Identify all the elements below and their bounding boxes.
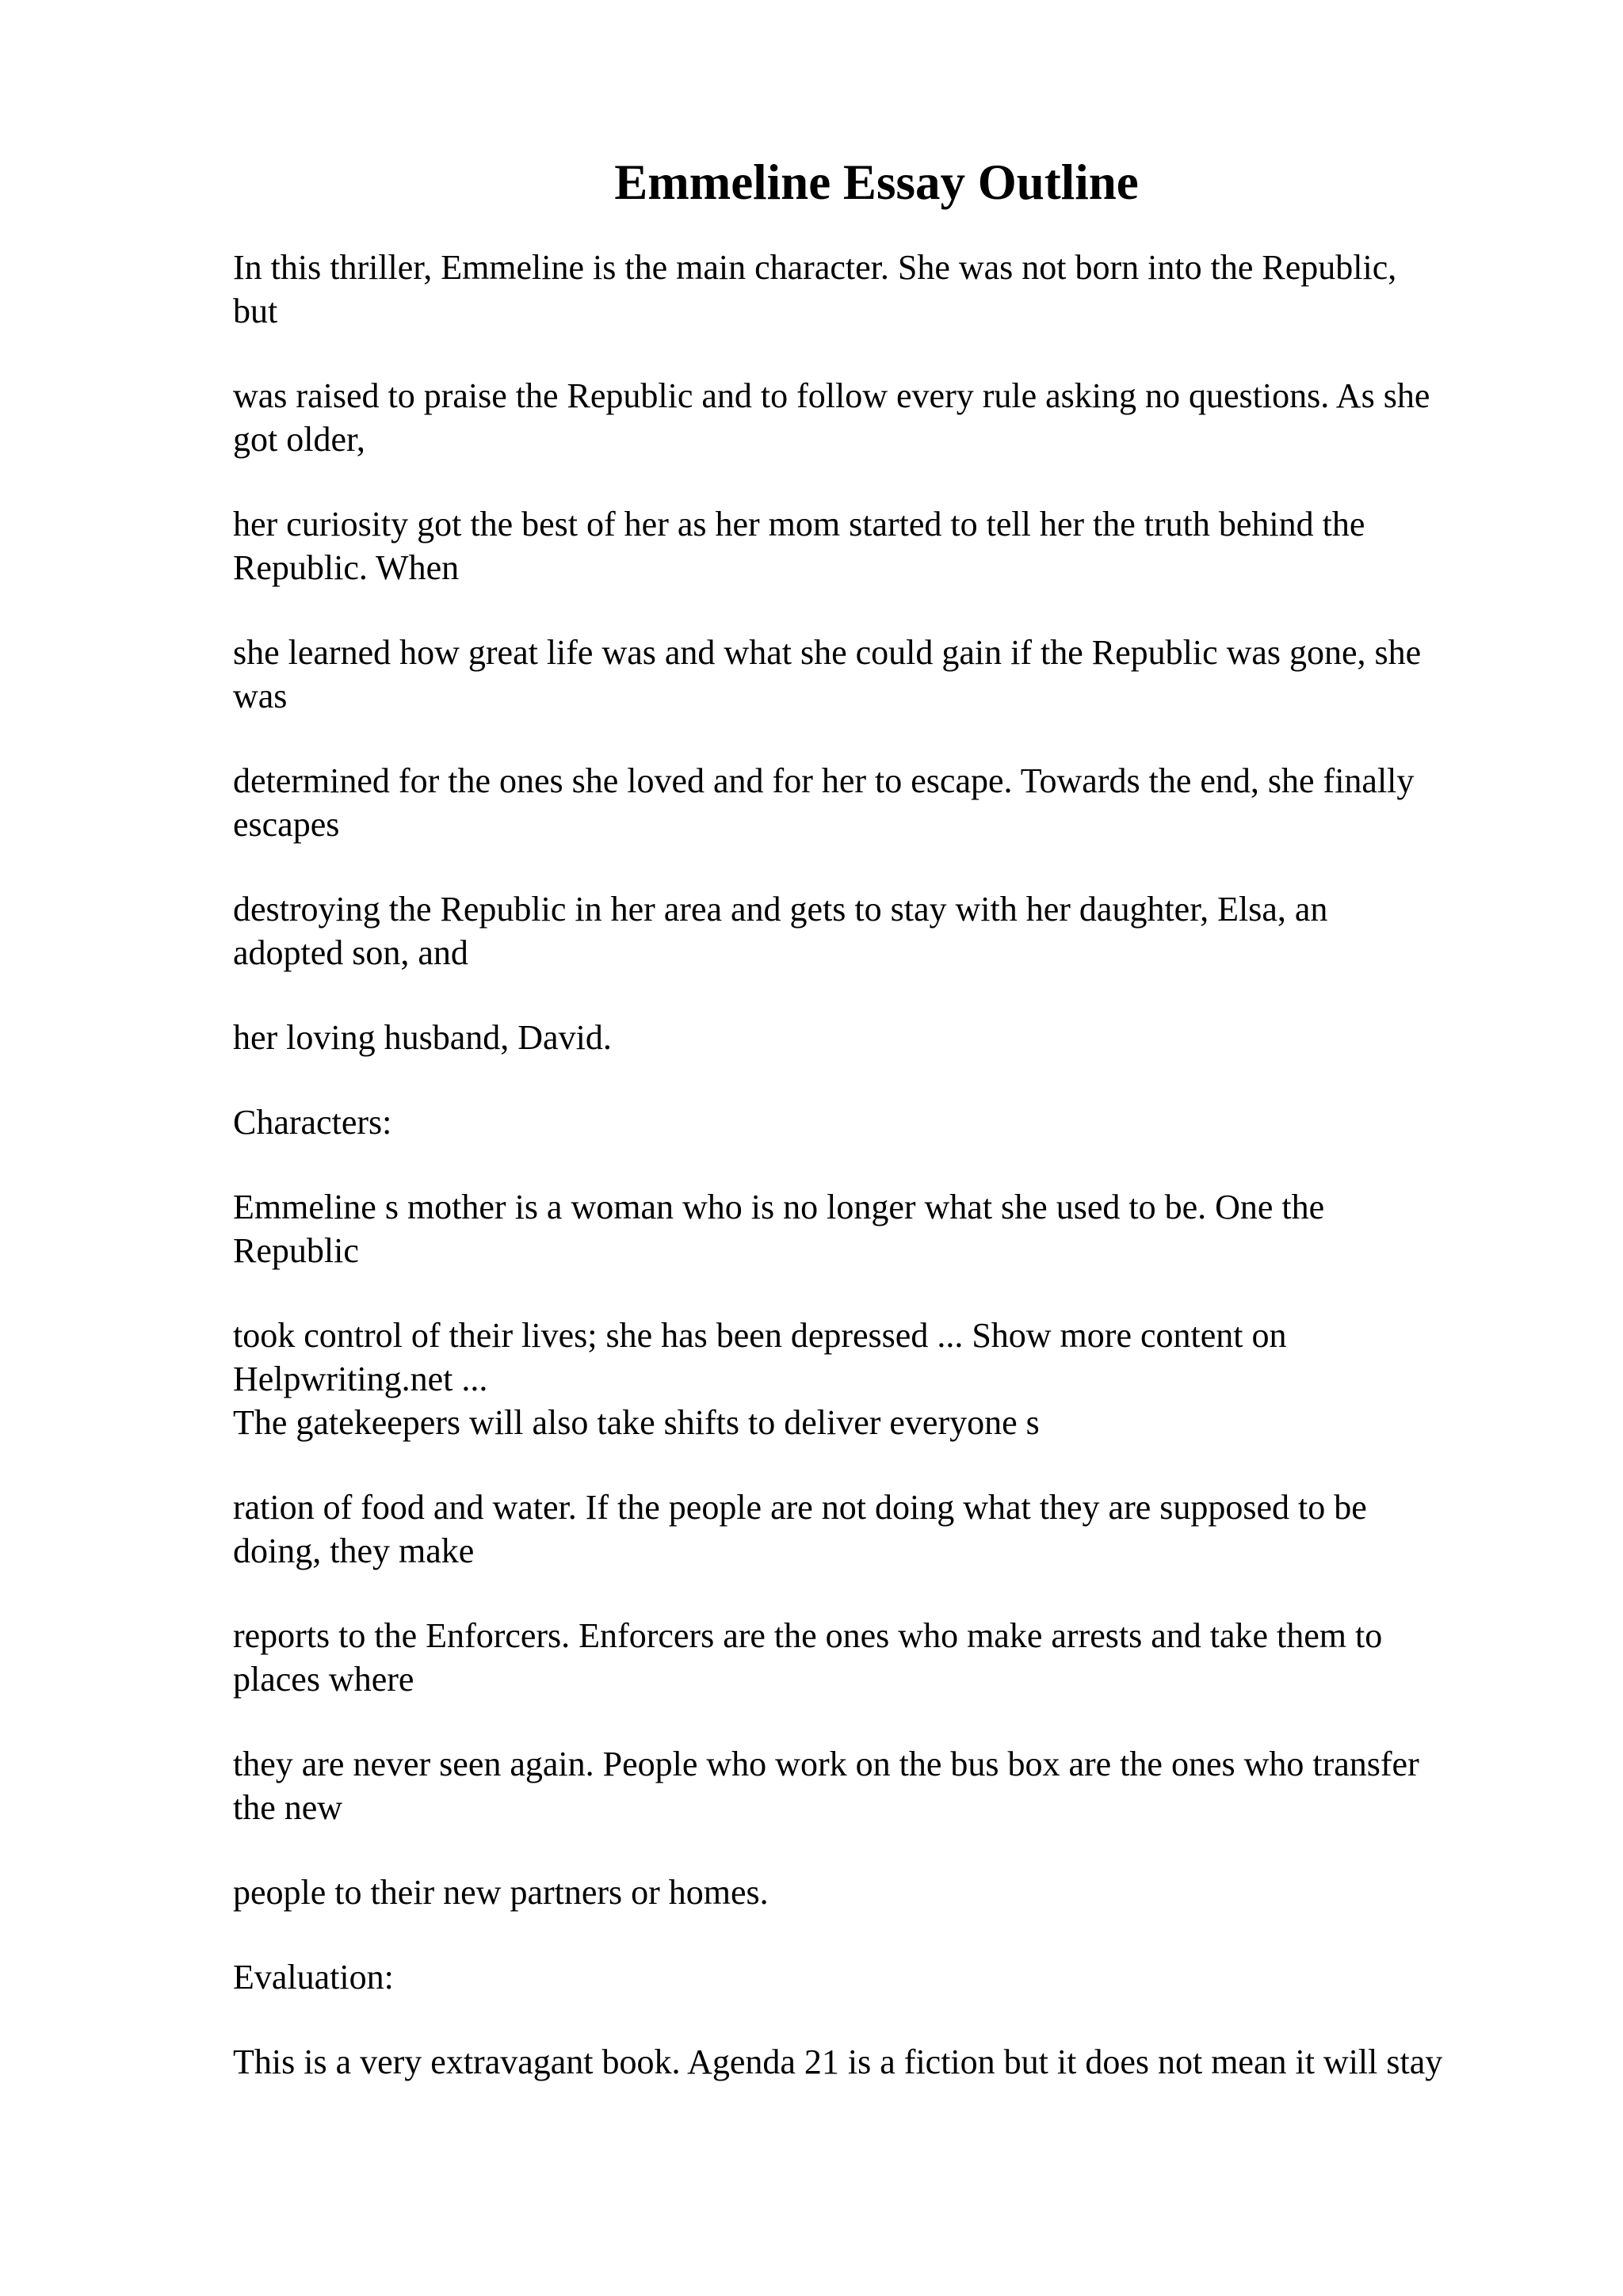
paragraph xyxy=(233,631,1533,718)
text-line: Republic xyxy=(233,1231,359,1270)
text-line: took control of their lives; she has been depressed ... Show more content on xyxy=(233,1316,1287,1355)
document-title: Emmeline Essay Outline xyxy=(614,154,1139,210)
text-line: adopted son, and xyxy=(233,933,468,972)
text-line: Characters: xyxy=(233,1103,392,1142)
text-line: the new xyxy=(233,1788,343,1827)
text-line: ration of food and water. If the people are not doing what they are supposed to be xyxy=(233,1488,1367,1527)
section-heading-characters xyxy=(233,1100,1533,1144)
text-line: doing, they make xyxy=(233,1531,475,1570)
text-line: reports to the Enforcers. Enforcers are the ones who make arrests and take them to xyxy=(233,1616,1383,1655)
text-line: In this thriller, Emmeline is the main character. She was not born into the Republic, xyxy=(233,248,1397,287)
section-heading-evaluation xyxy=(233,1955,1533,1999)
paragraph xyxy=(233,1185,1533,1272)
document-body xyxy=(233,246,1533,2125)
paragraph xyxy=(233,887,1533,974)
text-line: her curiosity got the best of her as her mom started to tell her the truth behind the xyxy=(233,505,1365,543)
text-line: Republic. When xyxy=(233,548,460,587)
text-line: Evaluation: xyxy=(233,1958,394,1997)
paragraph xyxy=(233,1742,1533,1829)
paragraph xyxy=(233,1486,1533,1573)
text-line: got older, xyxy=(233,420,365,459)
paragraph xyxy=(233,1016,1533,1059)
text-line: people to their new partners or homes. xyxy=(233,1873,769,1912)
text-line: her loving husband, David. xyxy=(233,1018,612,1057)
paragraph xyxy=(233,374,1533,461)
text-line: but xyxy=(233,292,278,330)
text-line: Emmeline s mother is a woman who is no longer what she used to be. One the xyxy=(233,1188,1325,1226)
paragraph xyxy=(233,1401,1533,1444)
text-line: determined for the ones she loved and for her to escape. Towards the end, she finally xyxy=(233,761,1415,800)
text-line: destroying the Republic in her area and gets to stay with her daughter, Elsa, an xyxy=(233,890,1328,929)
text-line: Helpwriting.net ... xyxy=(233,1360,488,1398)
text-line: was raised to praise the Republic and to follow every rule asking no questions. As she xyxy=(233,376,1430,415)
text-line: This is a very extravagant book. Agenda 21 is a fiction but it does not mean it will stay xyxy=(233,2042,1443,2081)
text-line: escapes xyxy=(233,805,340,844)
paragraph xyxy=(233,1871,1533,1914)
text-line: they are never seen again. People who work on the bus box are the ones who transfer xyxy=(233,1745,1419,1783)
text-line: The gatekeepers will also take shifts to deliver everyone s xyxy=(233,1403,1040,1442)
paragraph xyxy=(233,502,1533,589)
text-line: was xyxy=(233,677,288,715)
text-line: places where xyxy=(233,1660,414,1699)
paragraph xyxy=(233,2040,1533,2084)
paragraph xyxy=(233,1314,1533,1401)
paragraph xyxy=(233,759,1533,846)
text-line: she learned how great life was and what she could gain if the Republic was gone, she xyxy=(233,633,1422,672)
paragraph xyxy=(233,1614,1533,1701)
paragraph xyxy=(233,246,1533,333)
